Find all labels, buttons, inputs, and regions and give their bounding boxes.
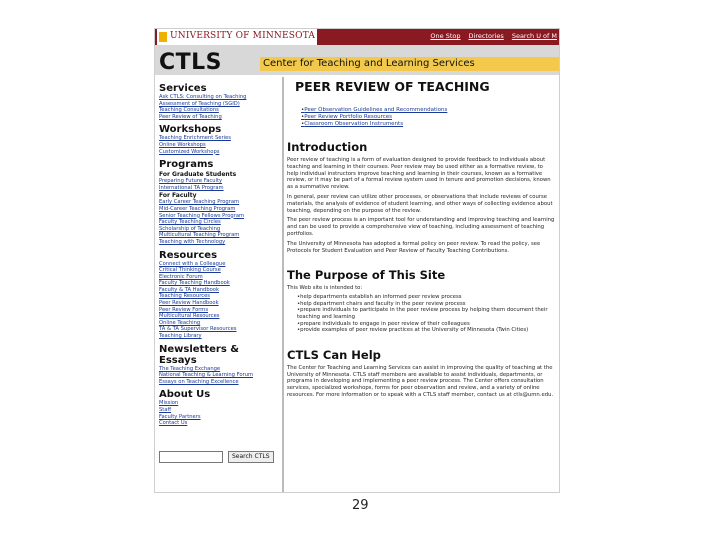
sidebar-link[interactable]: Staff xyxy=(159,407,172,413)
university-wordmark[interactable] xyxy=(157,29,317,45)
ctls-logo[interactable]: CTLS xyxy=(159,50,223,75)
sidebar-link[interactable]: Senior Teaching Fellows Program xyxy=(159,212,245,219)
sidebar-link[interactable]: Mid-Career Teaching Program xyxy=(159,205,236,212)
sidebar-link[interactable]: International TA Program xyxy=(159,184,224,191)
list-item: • prepare individuals to engage in peer review of their colleagues xyxy=(297,321,555,328)
one-stop-link[interactable]: One Stop xyxy=(430,32,461,40)
intro-paragraph: Peer review of teaching is a form of evaluation designed to provide feedback to individuals about teaching and learning in their courses. Peer review may be used either as a formative review, to help individual instructors improve teaching and learning in their courses, known as a formative review, or it may be part of a formal review system used in tenure and promotion decisions, known as a summative review. xyxy=(287,157,551,191)
sidebar-link[interactable]: Scholarship of Teaching xyxy=(159,225,221,232)
sidebar-link[interactable]: Faculty Teaching Handbook xyxy=(159,280,230,287)
intro-paragraph: The peer review process is an important tool for understanding and improving teaching and learning and can be used to provide a comprehensive view of teaching, including assessment of teaching portfolios. xyxy=(287,217,555,237)
sidebar-link[interactable]: Teaching Enrichment Series xyxy=(159,135,231,142)
graduate-subheading: For Graduate Students xyxy=(159,171,237,179)
newsletters-heading: Newsletters & Essays xyxy=(159,343,239,366)
university-m-logo-icon xyxy=(159,32,167,42)
sidebar-link[interactable]: Multicultural Teaching Program xyxy=(159,232,240,239)
about-heading: About Us xyxy=(159,389,211,401)
search-umn-link[interactable]: Search U of M xyxy=(511,32,557,40)
sidebar-link[interactable]: Peer Review of Teaching xyxy=(159,113,222,120)
sidebar-link[interactable]: Assessment of Teaching (SGID) xyxy=(159,100,240,107)
list-item: • provide examples of peer review practices at the University of Minnesota (Twin Cities) xyxy=(297,327,555,334)
sidebar-link[interactable]: Customized Workshops xyxy=(159,148,220,155)
sidebar-link[interactable]: Faculty Teaching Circles xyxy=(159,219,221,226)
header-links xyxy=(430,32,557,40)
toc-link[interactable]: • Classroom Observation Instruments xyxy=(301,121,555,128)
directories-link[interactable]: Directories xyxy=(468,32,504,40)
sidebar-link[interactable]: TA & TA Supervisor Resources xyxy=(159,326,237,333)
purpose-heading: The Purpose of This Site xyxy=(287,268,446,283)
sidebar-link[interactable]: Teaching Resources xyxy=(159,293,210,300)
services-heading: Services xyxy=(159,83,207,94)
university-header-bar xyxy=(155,29,559,45)
intro-paragraph: The University of Minnesota has adopted a formal policy on peer review. To read the policy, see Protocols for Student Evaluation and Peer Review of Faculty Teaching Contributions. xyxy=(287,240,541,254)
search-button[interactable]: Search CTLS xyxy=(228,451,274,463)
list-item: • prepare individuals to participate in the peer review process by helping them document their teaching and learning xyxy=(297,307,555,320)
toc-link[interactable]: • Peer Review Portfolio Resources xyxy=(301,114,555,121)
sidebar-link[interactable]: Critical Thinking Course xyxy=(159,267,221,274)
help-paragraph: The Center for Teaching and Learning Services can assist in improving the quality of teaching at the University of Minnesota. CTLS staff members are available to assist individuals, departments, or programs in developing and implementing a peer review process. The Center offers consultation services, specialized workshops, forms for peer observation and review, and a variety of online resources. For more information or to speak with a CTLS staff member, contact us at ctls@umn.edu. xyxy=(287,364,554,398)
sidebar-link[interactable]: Faculty Partners xyxy=(159,413,201,420)
sidebar-link[interactable]: The Teaching Exchange xyxy=(159,365,221,372)
table-of-contents xyxy=(301,107,555,128)
center-name: Center for Teaching and Learning Services xyxy=(260,57,559,71)
search-input[interactable] xyxy=(159,451,223,463)
intro-paragraph: In general, peer review can utilize other processes, or observations that include reviews of course materials, the analysis of evidence of student learning, and other ways of collecting evidence about teaching, depending on the purpose of the review. xyxy=(287,193,553,214)
list-item: • help departments establish an informed peer review process xyxy=(297,294,555,301)
sidebar-link[interactable]: Online Workshops xyxy=(159,141,206,148)
sidebar-link[interactable]: Ask CTLS: Consulting on Teaching xyxy=(159,94,247,100)
sidebar-link[interactable]: Early Career Teaching Program xyxy=(159,199,240,206)
resources-heading: Resources xyxy=(159,249,218,261)
sidebar-link[interactable]: Teaching with Technology xyxy=(159,238,226,245)
programs-heading: Programs xyxy=(159,159,214,171)
sidebar-link[interactable]: Multicultural Resources xyxy=(159,313,220,320)
sidebar-link[interactable]: Peer Review Handbook xyxy=(159,300,219,307)
sidebar-link[interactable]: Peer Review Forms xyxy=(159,306,209,313)
sidebar xyxy=(159,79,279,427)
sidebar-link[interactable]: Essays on Teaching Excellence xyxy=(159,378,239,385)
sidebar-link[interactable]: Mission xyxy=(159,400,179,407)
site-search xyxy=(159,451,274,463)
sidebar-link[interactable]: Teaching Consultations xyxy=(159,107,219,114)
sidebar-link[interactable]: Connect with a Colleague xyxy=(159,260,226,267)
screenshot-frame xyxy=(154,28,560,493)
main-content xyxy=(287,79,555,399)
sidebar-link[interactable]: National Teaching & Learning Forum xyxy=(159,372,254,379)
column-divider xyxy=(282,77,284,492)
ctls-help-heading: CTLS Can Help xyxy=(287,347,381,362)
workshops-heading: Workshops xyxy=(159,124,222,136)
page-number: 29 xyxy=(352,498,369,513)
university-name: UNIVERSITY OF MINNESOTA xyxy=(170,31,316,41)
toc-link[interactable]: • Peer Observation Guidelines and Recommendations xyxy=(301,107,555,114)
sidebar-link[interactable]: Preparing Future Faculty xyxy=(159,178,223,185)
sidebar-link[interactable]: Teaching Library xyxy=(159,333,202,340)
sidebar-link[interactable]: Electronic Forum xyxy=(159,273,203,280)
faculty-subheading: For Faculty xyxy=(159,192,197,200)
sidebar-link[interactable]: Online Teaching xyxy=(159,319,201,326)
list-item: • help department chairs and faculty in the peer review process xyxy=(297,301,555,308)
introduction-heading: Introduction xyxy=(287,140,368,154)
page-title: PEER REVIEW OF TEACHING xyxy=(295,79,490,94)
purpose-list xyxy=(297,294,555,334)
sidebar-link[interactable]: Contact Us xyxy=(159,420,188,427)
purpose-intro: This Web site is intended to: xyxy=(287,285,363,292)
sidebar-link[interactable]: Faculty & TA Handbook xyxy=(159,286,219,293)
